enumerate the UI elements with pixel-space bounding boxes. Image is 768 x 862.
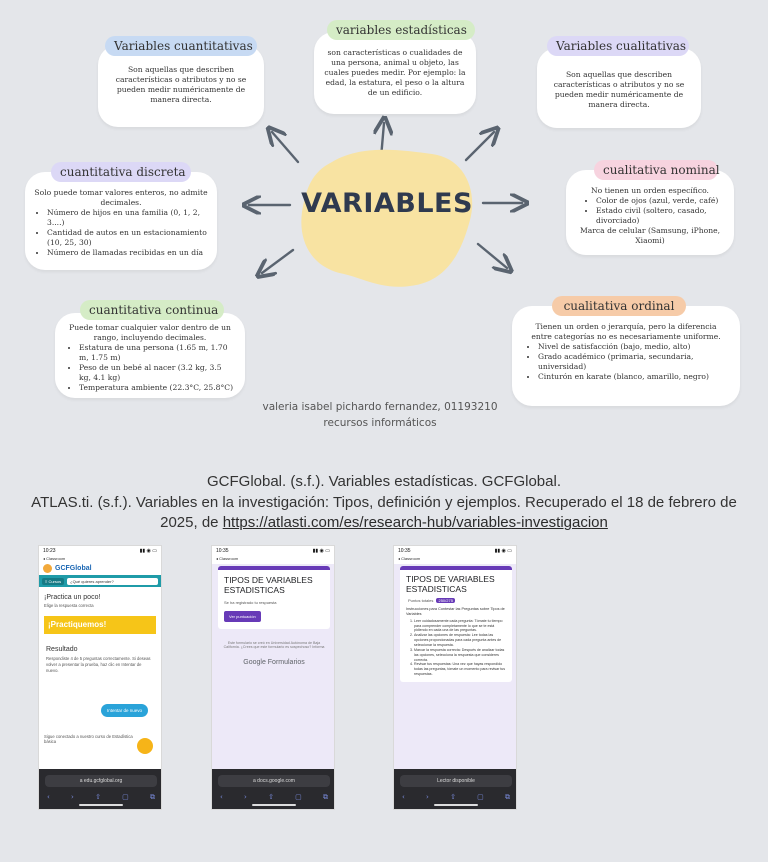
form-score — [406, 598, 506, 603]
bookmarks-icon[interactable]: ▢ — [122, 793, 129, 801]
arrow-to-ordinal — [478, 244, 507, 268]
signal-icon: ▮▮ ◉ ▭ — [312, 548, 330, 554]
cualitativas-card — [537, 48, 701, 128]
practice-banner: ¡Practiquemos! — [44, 616, 156, 634]
estadisticas-text: son características o cualidades de una persona, animal u objeto, las cuales puedes medir. Por ejemplo: la edad, la estatura, el peso o la altura de un edificio. — [324, 48, 466, 98]
form-instructions: Instrucciones para Contestar las Preguntas sobre Tipos de Variables — [406, 606, 505, 616]
gcf-logo-icon — [43, 564, 52, 573]
nominal-item: • Color de ojos (azul, verde, café) — [596, 196, 726, 206]
status-bar — [394, 546, 516, 556]
form-steps — [406, 619, 506, 677]
discreta-item: • Número de llamadas recibidas en un día — [47, 248, 209, 258]
view-score-button[interactable]: Ver puntuación — [224, 611, 261, 622]
browser-bar — [39, 769, 161, 809]
ordinal-item: • Cinturón en karate (blanco, amarillo, negro) — [538, 372, 728, 382]
bookmarks-icon[interactable]: ▢ — [295, 793, 302, 801]
nominal-item: • Estado civil (soltero, casado, divorciado) — [596, 206, 726, 226]
continua-item: • Peso de un bebé al nacer (3.2 kg, 3.5 kg, 4.1 kg) — [79, 363, 235, 383]
ordinal-lead: Tienen un orden o jerarquía, pero la diferencia entre categorías no es necesariamente uniforme. — [531, 322, 721, 342]
reference-2 — [20, 493, 748, 534]
estadisticas-title: variables estadísticas — [327, 20, 475, 40]
back-icon[interactable]: ‹ — [47, 793, 50, 801]
tabs-icon[interactable]: ⧉ — [505, 793, 510, 801]
form-legal: Este formulario se creó en Universidad Autónoma de Baja California. ¿Crees que este formulario es sospechoso? Informa — [223, 641, 325, 649]
gcf-logo-text: GCFGlobal — [55, 564, 92, 572]
practice-heading: ¡Practica un poco! — [44, 594, 101, 601]
author-course: recursos informáticos — [323, 417, 437, 429]
status-bar — [39, 546, 161, 556]
cuantitativas-text: Son aquellas que describen características o atributos y no se pueden medir numéricamente de manera directa. — [115, 65, 247, 105]
continua-item: • Estatura de una persona (1.65 m, 1.70 m, 1.75 m) — [79, 343, 235, 363]
back-link[interactable]: ◂ Classroom — [398, 556, 421, 561]
cualitativas-text: Son aquellas que describen características o atributos y no se pueden medir numéricamente de manera directa. — [553, 70, 685, 110]
forward-icon[interactable]: › — [426, 793, 429, 801]
home-indicator — [252, 804, 296, 806]
search-input[interactable]: ¿Qué quieres aprender? — [67, 578, 158, 585]
continua-title: cuantitativa continua — [80, 300, 224, 320]
share-icon[interactable]: ⇧ — [95, 793, 101, 801]
ordinal-card — [512, 306, 740, 406]
references — [20, 472, 748, 534]
continua-card — [55, 313, 245, 398]
browser-nav — [47, 793, 155, 802]
nominal-tail: Marca de celular (Samsung, iPhone, Xiaomi) — [579, 226, 721, 246]
discreta-item: • Número de hijos en una familia (0, 1, 2, 3....) — [47, 208, 209, 228]
form-confirmation: Se ha registrado tu respuesta — [224, 599, 277, 605]
courses-button[interactable]: ≡ Cursos — [42, 578, 64, 585]
nominal-title: cualitativa nominal — [594, 160, 718, 180]
estadisticas-card — [314, 32, 476, 114]
browser-nav — [220, 793, 328, 802]
status-bar — [212, 546, 334, 556]
practice-sub: Elige la respuesta correcta — [44, 603, 94, 608]
share-icon[interactable]: ⇧ — [268, 793, 274, 801]
share-icon[interactable]: ⇧ — [450, 793, 456, 801]
retry-button[interactable]: Intentar de nuevo — [101, 704, 148, 717]
url-bar[interactable]: a edu.gcfglobal.org — [45, 775, 157, 787]
back-link[interactable]: ◂ Classroom — [43, 556, 66, 561]
screenshot-gcfglobal-quiz — [38, 545, 162, 810]
form-card — [400, 566, 512, 682]
author-name: valeria isabel pichardo fernandez, 01193210 — [262, 401, 498, 413]
bookmarks-icon[interactable]: ▢ — [477, 793, 484, 801]
gcf-header — [39, 561, 161, 575]
nominal-list — [574, 196, 726, 226]
form-step: 2. Analizar las opciones de respuesta: Lee todas las opciones proporcionadas para cada pregunta antes de seleccionar la respuesta. — [414, 633, 506, 648]
reference-2-link[interactable]: https://atlasti.com/es/research-hub/variables-investigacion — [222, 514, 608, 532]
tabs-icon[interactable]: ⧉ — [323, 793, 328, 801]
discreta-title: cuantitativa discreta — [51, 162, 191, 182]
browser-bar — [394, 769, 516, 809]
result-text: Respondiste 4 de 5 preguntas correctamente. Si deseas volver a presentar la prueba, haz clic en Intentar de nuevo. — [46, 656, 151, 673]
back-link[interactable]: ◂ Classroom — [216, 556, 239, 561]
ordinal-item: • Grado académico (primaria, secundaria, universidad) — [538, 352, 728, 372]
nominal-card — [566, 170, 734, 255]
cuantitativas-card — [98, 45, 264, 127]
form-title: TIPOS DE VARIABLES ESTADISTICAS — [406, 574, 495, 594]
back-icon[interactable]: ‹ — [220, 793, 223, 801]
chat-icon[interactable] — [137, 738, 153, 754]
status-time: 10:35 — [216, 548, 229, 554]
signal-icon: ▮▮ ◉ ▭ — [494, 548, 512, 554]
form-title: TIPOS DE VARIABLES ESTADISTICAS — [224, 575, 313, 595]
continua-lead: Puede tomar cualquier valor dentro de un rango, incluyendo decimales. — [69, 323, 231, 343]
forward-icon[interactable]: › — [244, 793, 247, 801]
nominal-lead: No tienen un orden específico. — [591, 186, 709, 195]
discreta-card — [25, 172, 217, 270]
ordinal-list — [524, 342, 728, 382]
home-indicator — [434, 804, 478, 806]
signal-icon: ▮▮ ◉ ▭ — [139, 548, 157, 554]
form-step: 3. Marcar la respuesta correcta: Después de analizar todas las opciones, selecciona la respuesta que consideres correcta. — [414, 648, 506, 663]
continua-item: • Temperatura ambiente (22.3°C, 25.8°C) — [79, 383, 235, 393]
discreta-lead: Solo puede tomar valores enteros, no admite decimales. — [34, 188, 208, 208]
cuantitativas-title: Variables cuantitativas — [105, 36, 257, 56]
ordinal-title: cualitativa ordinal — [552, 296, 686, 316]
form-step: 4. Revisar tus respuestas: Una vez que hayas respondido todas las preguntas, tómate un momento para revisar tus respuestas. — [414, 662, 506, 677]
score-label: Puntos totales — [408, 597, 434, 603]
score-badge: 250/275 — [438, 597, 453, 603]
continua-list — [65, 343, 235, 393]
form-step: 1. Leer cuidadosamente cada pregunta: Tómate tu tiempo para comprender completamente lo que se te está pidiendo en cada una de las preguntas. — [414, 619, 506, 634]
cualitativas-title: Variables cualitativas — [547, 36, 689, 56]
reference-1: GCFGlobal. (s.f.). Variables estadísticas. GCFGlobal. — [206, 473, 561, 490]
discreta-list — [33, 208, 209, 258]
screenshot-google-form-submitted — [211, 545, 335, 810]
result-title: Resultado — [46, 646, 78, 653]
tabs-icon[interactable]: ⧉ — [150, 793, 155, 801]
browser-nav — [402, 793, 510, 802]
form-card — [218, 566, 330, 629]
url-bar[interactable]: a docs.google.com — [218, 775, 330, 787]
discreta-item: • Cantidad de autos en un estacionamiento (10, 25, 30) — [47, 228, 209, 248]
back-icon[interactable]: ‹ — [402, 793, 405, 801]
reference-2-text: ATLAS.ti. (s.f.). Variables en la investigación: Tipos, definición y ejemplos. Recuperado el 18 de febrero de 2025, de — [31, 493, 737, 532]
url-bar[interactable]: Lector disponible — [400, 775, 512, 787]
course-footer: Sigue conectado a nuestro curso de Estadística básica — [44, 734, 133, 744]
center-title: VARIABLES — [301, 188, 473, 219]
screenshot-google-form-score — [393, 545, 517, 810]
status-time: 10:23 — [43, 548, 56, 554]
status-time: 10:35 — [398, 548, 411, 554]
google-forms-brand: Google Formularios — [243, 659, 305, 666]
browser-bar — [212, 769, 334, 809]
arrow-to-continua — [262, 250, 293, 273]
ordinal-item: • Nivel de satisfacción (bajo, medio, alto) — [538, 342, 728, 352]
home-indicator — [79, 804, 123, 806]
gcf-toolbar — [39, 575, 161, 587]
forward-icon[interactable]: › — [71, 793, 74, 801]
